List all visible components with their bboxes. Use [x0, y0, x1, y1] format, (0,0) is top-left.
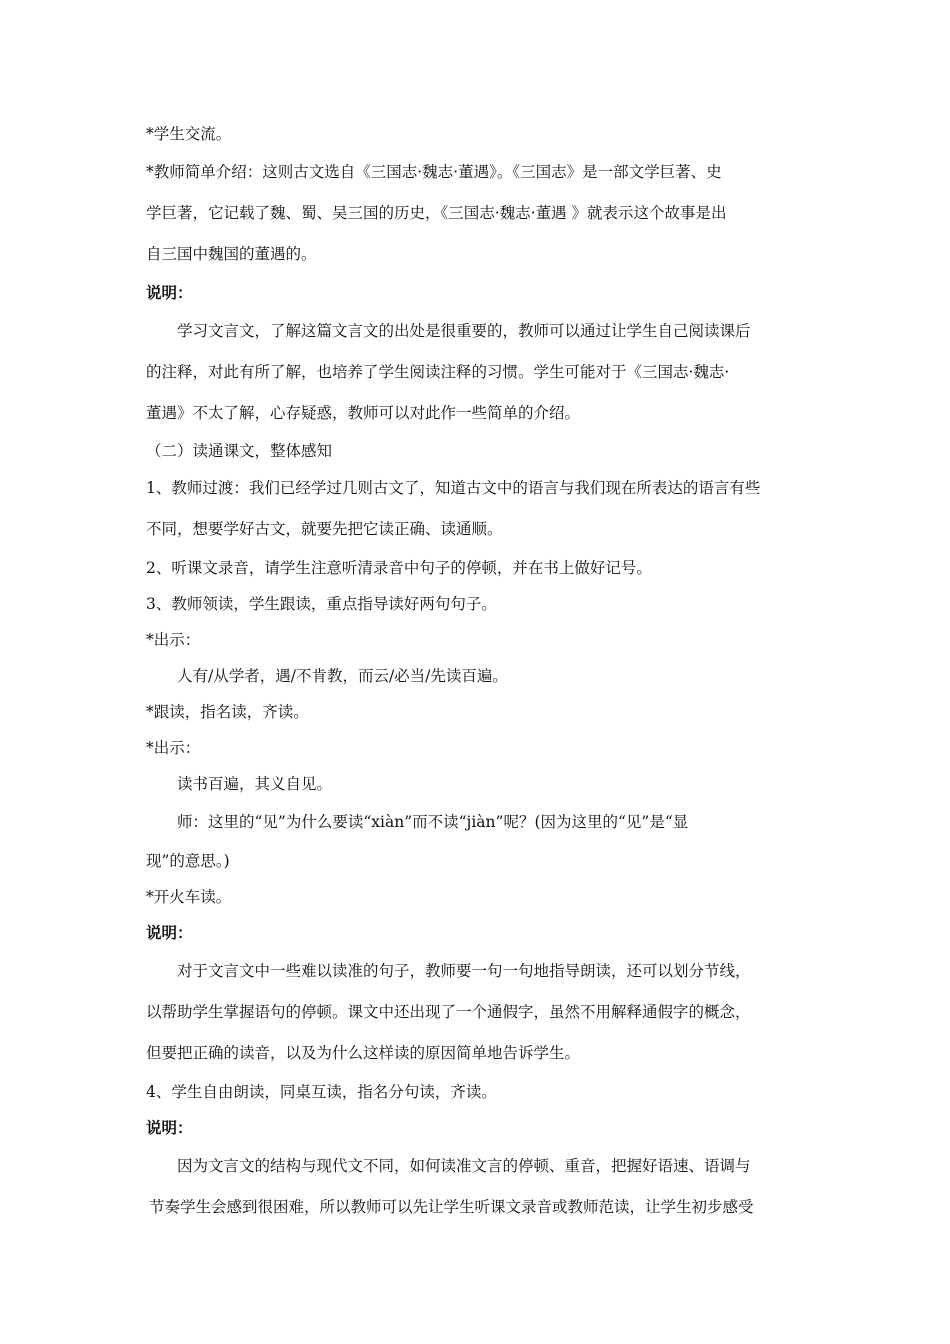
document-body — [146, 116, 810, 1228]
text-line: 师：这里的“见”为什么要读“xiàn”而不读“jiàn”呢？(因为这里的“见”是“显 — [177, 813, 689, 831]
text-line: 以帮助学生掌握语句的停顿。课文中还出现了一个通假字，虽然不用解释通假字的概念， — [146, 1003, 751, 1021]
text-line: *出示： — [146, 739, 201, 757]
text-line: *教师简单介绍：这则古文选自《三国志·魏志·董遇》。《三国志》是一部文学巨著、史 — [146, 163, 722, 181]
text-line: 自三国中魏国的董遇的。 — [146, 245, 317, 263]
section-heading: 说明： — [146, 283, 193, 302]
text-line: 3、教师领读，学生跟读，重点指导读好两句句子。 — [146, 595, 497, 613]
quoted-sentence: 人有/从学者，遇/不肯教，而云/必当/先读百遍。 — [177, 667, 508, 685]
text-line: *学生交流。 — [146, 125, 232, 143]
text-line: 董遇》不太了解，心存疑惑，教师可以对此作一些简单的介绍。 — [146, 404, 581, 422]
text-line: *跟读，指名读，齐读。 — [146, 703, 309, 721]
text-line: *出示： — [146, 631, 201, 649]
text-line: 2、听课文录音，请学生注意听清录音中句子的停顿，并在书上做好记号。 — [146, 559, 652, 577]
text-line: 节奏学生会感到很困难，所以教师可以先让学生听课文录音或教师范读，让学生初步感受 — [149, 1198, 754, 1216]
text-line: 因为文言文的结构与现代文不同，如何读准文言的停顿、重音，把握好语速、语调与 — [177, 1157, 751, 1175]
text-line: 现”的意思。) — [146, 852, 230, 870]
text-line: 不同，想要学好古文，就要先把它读正确、读通顺。 — [146, 520, 503, 538]
text-line: 学巨著，它记载了魏、蜀、吴三国的历史，《三国志·魏志·董遇 》就表示这个故事是出 — [146, 204, 727, 222]
text-line: 学习文言文，了解这篇文言文的出处是很重要的，教师可以通过让学生自己阅读课后 — [177, 322, 751, 340]
section-heading: 说明： — [146, 923, 193, 942]
text-line: 但要把正确的读音，以及为什么这样读的原因简单地告诉学生。 — [146, 1044, 581, 1062]
text-line: 的注释，对此有所了解，也培养了学生阅读注释的习惯。学生可能对于《三国志·魏志· — [146, 363, 730, 381]
quoted-sentence: 读书百遍，其义自见。 — [177, 775, 333, 793]
subsection-heading: （二）读通课文，整体感知 — [146, 442, 333, 460]
text-line: 1、教师过渡：我们已经学过几则古文了，知道古文中的语言与我们现在所表达的语言有些 — [146, 479, 761, 497]
text-line: 4、学生自由朗读，同桌互读，指名分句读，齐读。 — [146, 1083, 497, 1101]
section-heading: 说明： — [146, 1118, 193, 1137]
text-line: 对于文言文中一些难以读准的句子，教师要一句一句地指导朗读，还可以划分节线， — [177, 962, 751, 980]
text-line: *开火车读。 — [146, 888, 232, 906]
